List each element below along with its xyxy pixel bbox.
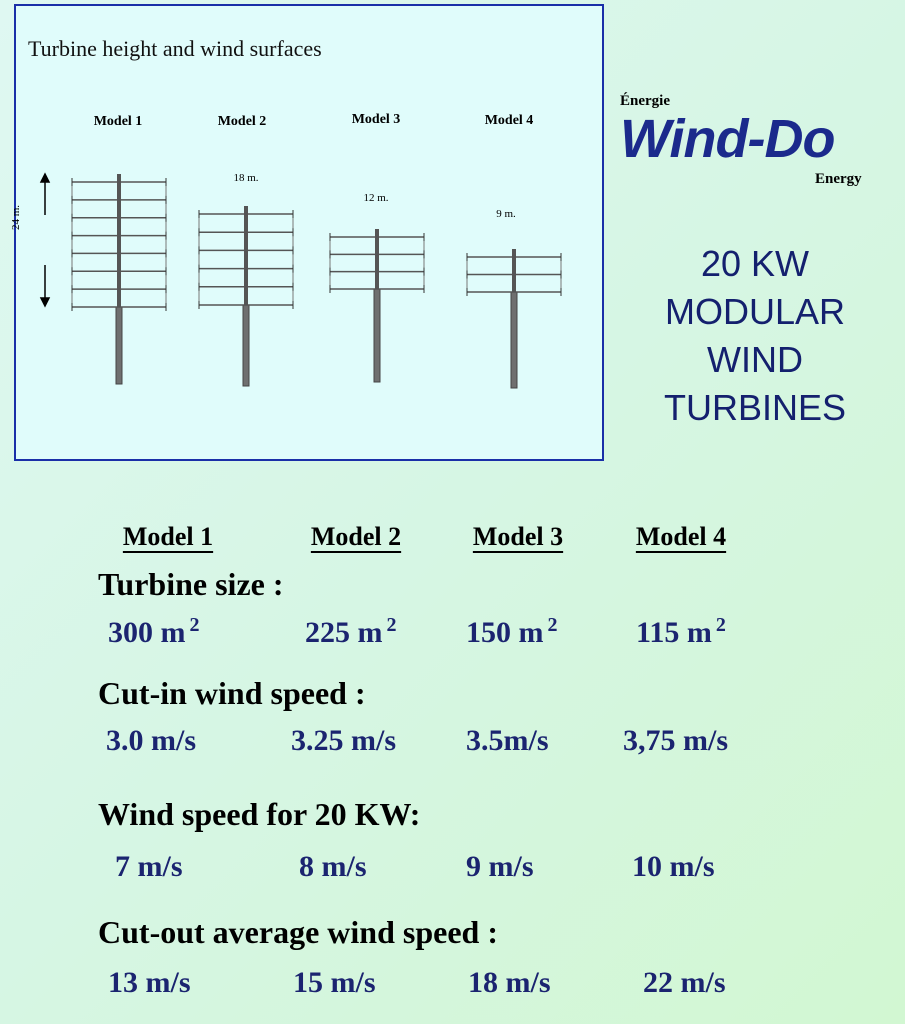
tower — [243, 305, 249, 386]
rated-wind-speed-value: 9 m/s — [466, 850, 534, 883]
logo-wordmark: Wind-Do — [620, 109, 835, 169]
mast — [512, 249, 516, 292]
cut-in-value: 3.5m/s — [466, 724, 549, 757]
turbine-model-3 — [330, 229, 424, 382]
mast — [117, 174, 121, 307]
diagram-model-2-label: Model 2 — [217, 114, 267, 129]
model-3-height-label: 12 m. — [363, 192, 389, 204]
turbine-model-2 — [199, 206, 293, 386]
headline-line: TURBINES — [663, 387, 847, 428]
cut-in-value: 3.0 m/s — [106, 724, 196, 757]
logo-energie-text: Énergie — [620, 93, 670, 109]
rated-wind-speed-value: 7 m/s — [115, 850, 183, 883]
mast — [244, 206, 248, 305]
diagram-model-1-label: Model 1 — [93, 114, 143, 129]
diagram-model-3-label: Model 3 — [351, 112, 401, 127]
headline — [610, 240, 900, 432]
column-header-model-4: Model 4 — [635, 522, 727, 551]
turbine-model-4 — [467, 249, 561, 388]
turbine-size-value: 115 m $^2$ — [636, 614, 726, 649]
turbine-size-value: 225 m $^2$ — [305, 614, 397, 649]
headline-line: MODULAR — [664, 291, 846, 332]
section-title-cut-in: Cut-in wind speed : — [98, 675, 366, 711]
column-header-model-1: Model 1 — [122, 522, 214, 551]
headline-line: WIND — [707, 339, 803, 380]
section-title-cut-out: Cut-out average wind speed : — [98, 914, 498, 950]
section-title-turbine-size: Turbine size : — [98, 566, 284, 602]
cut-out-value: 18 m/s — [468, 966, 551, 999]
cut-out-value: 15 m/s — [293, 966, 376, 999]
diagram-title: Turbine height and wind surfaces — [28, 36, 322, 61]
column-header-model-3: Model 3 — [472, 522, 564, 551]
column-header-model-2: Model 2 — [310, 522, 402, 551]
cut-out-value: 22 m/s — [643, 966, 726, 999]
section-title-wind-speed-20kw: Wind speed for 20 KW: — [98, 796, 421, 832]
model-2-height-label: 18 m. — [233, 172, 259, 184]
mast — [375, 229, 379, 289]
tower — [116, 307, 122, 384]
model-1-height-label: 24 m. — [10, 204, 22, 230]
turbine-model-1 — [72, 174, 166, 384]
turbine-size-value: 150 m $^2$ — [466, 614, 558, 649]
height-arrow — [41, 174, 49, 306]
model-4-height-label: 9 m. — [496, 208, 516, 220]
rated-wind-speed-value: 8 m/s — [299, 850, 367, 883]
diagram-model-4-label: Model 4 — [484, 113, 534, 128]
headline-line: 20 KW — [700, 243, 810, 284]
turbine-size-value: 300 m $^2$ — [108, 614, 200, 649]
tower — [374, 289, 380, 382]
cut-in-value: 3.25 m/s — [291, 724, 396, 757]
logo-energy-text: Energy — [815, 171, 862, 187]
tower — [511, 292, 517, 388]
cut-in-value: 3,75 m/s — [623, 724, 728, 757]
cut-out-value: 13 m/s — [108, 966, 191, 999]
rated-wind-speed-value: 10 m/s — [632, 850, 715, 883]
